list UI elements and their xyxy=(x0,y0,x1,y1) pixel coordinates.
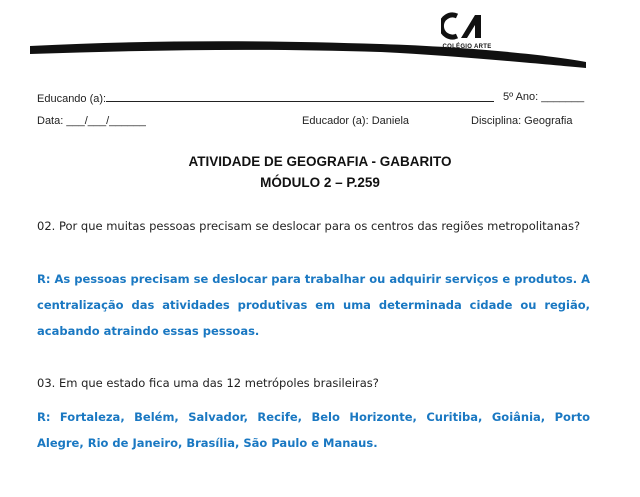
ano-field: 5º Ano: _______ xyxy=(503,91,585,103)
educando-label: Educando (a): xyxy=(37,93,107,105)
activity-title: ATIVIDADE DE GEOGRAFIA - GABARITO xyxy=(188,154,452,169)
module-title: MÓDULO 2 – P.259 xyxy=(260,175,380,190)
educando-field xyxy=(37,91,494,105)
header-swoosh-band xyxy=(30,41,586,68)
answer-03: R: Fortaleza, Belém, Salvador, Recife, Belo Horizonte, Curitiba, Goiânia, Porto Alegre, Rio de Janeiro, Brasília, São Paulo e Manaus. xyxy=(37,410,590,450)
educando-blank xyxy=(106,91,494,102)
school-logo xyxy=(432,10,502,62)
question-03: 03. Em que estado fica uma das 12 metrópoles brasileiras? xyxy=(37,376,379,390)
logo-mark-icon xyxy=(441,12,485,40)
logo-text: COLÉGIO ARTE xyxy=(442,44,492,50)
question-02: 02. Por que muitas pessoas precisam se deslocar para os centros das regiões metropolitanas? xyxy=(37,219,581,233)
educador-field: Educador (a): Daniela xyxy=(302,115,410,127)
answer-02: R: As pessoas precisam se deslocar para trabalhar ou adquirir serviços e produtos. A centralização das atividades produtivas em uma determinada cidade ou região, acabando atraindo essas pessoas. xyxy=(37,272,590,338)
data-field: Data: ___/___/______ xyxy=(37,115,146,127)
disciplina-field: Disciplina: Geografia xyxy=(471,115,573,127)
header-swoosh xyxy=(0,0,640,80)
